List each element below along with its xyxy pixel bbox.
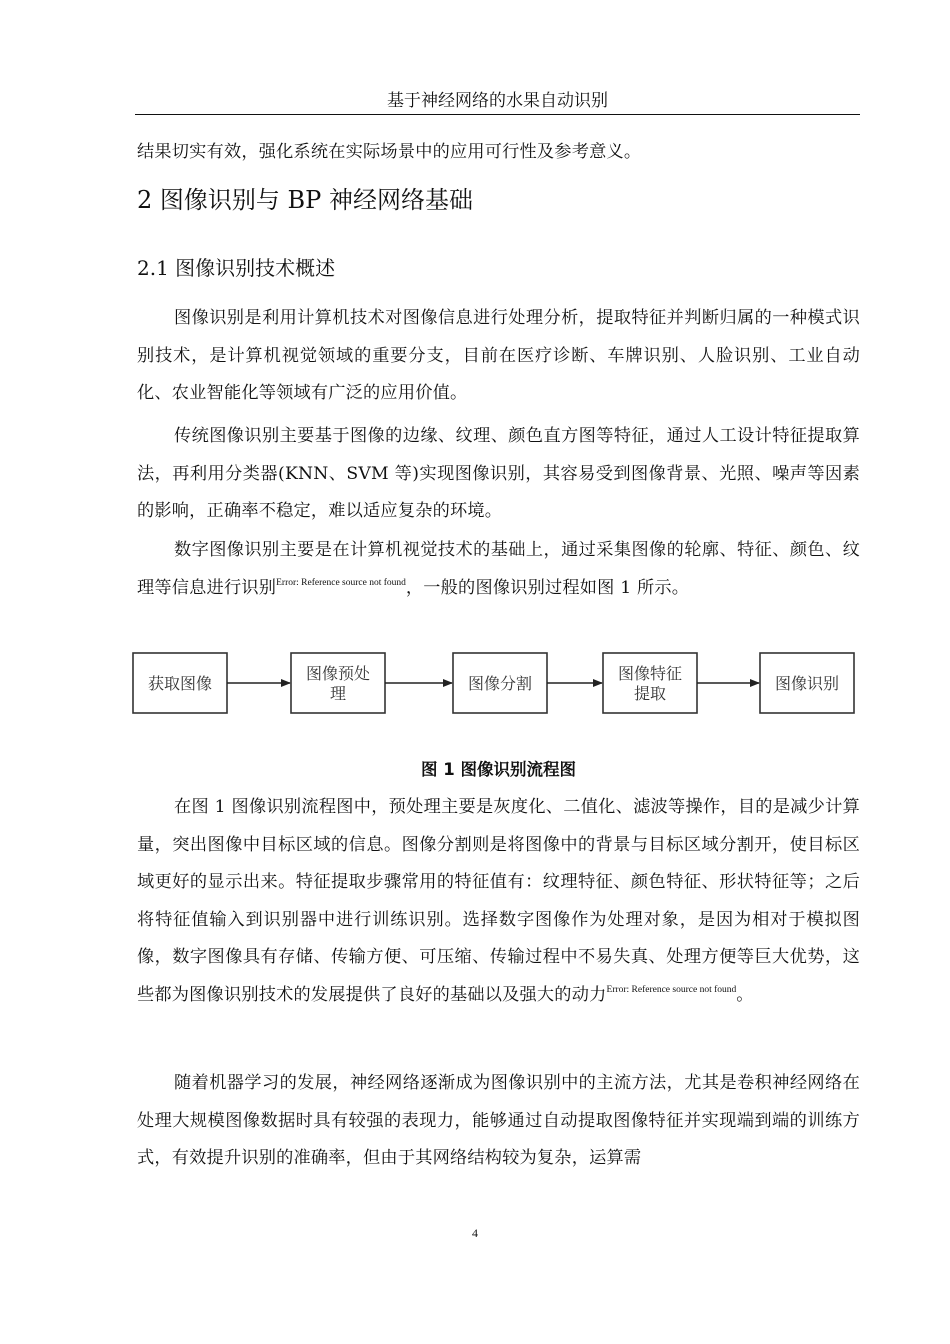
paragraph-3 [137,532,860,607]
section-heading: 2 图像识别与 BP 神经网络基础 [137,186,473,214]
page-number: 4 [472,1226,478,1240]
reference-error-marker: Error: Reference source not found [276,577,406,588]
flow-step-label: 图像特征 [617,664,683,683]
paragraph-1: 图像识别是利用计算机技术对图像信息进行处理分析，提取特征并判断归属的一种模式识别技术，是计算机视觉领域的重要分支，目前在医疗诊断、车牌识别、人脸识别、工业自动化、农业智能化等领域有广泛的应用价值。 [137,308,860,403]
header-rule [135,114,860,115]
running-header: 基于神经网络的水果自动识别 [387,91,608,111]
flow-step [453,653,547,713]
paragraph-4-text: 在图 1 图像识别流程图中，预处理主要是灰度化、二值化、滤波等操作，目的是减少计算量，突出图像中目标区域的信息。图像分割则是将图像中的背景与目标区域分割开，使目标区域更好的显示出来。特征提取步骤常用的特征值有：纹理特征、颜色特征、形状特征等；之后将特征值输入到识别器中进行训练识别。选择数字图像作为处理对象，是因为相对于模拟图像，数字图像具有存储、传输方便、可压缩、传输过程中不易失真、处理方便等巨大优势，这些都为图像识别技术的发展提供了良好的基础以及强大的动力 [137,797,860,1005]
flowchart [132,650,860,716]
flow-step-label: 图像分割 [467,674,533,693]
flowchart-svg [132,650,860,716]
paragraph-5: 随着机器学习的发展，神经网络逐渐成为图像识别中的主流方法，尤其是卷积神经网络在处理大规模图像数据时具有较强的表现力，能够通过自动提取图像特征并实现端到端的训练方式，有效提升识别的准确率，但由于其网络结构较为复杂，运算需 [137,1073,860,1168]
paragraph-4 [137,789,860,1014]
paragraph-2: 传统图像识别主要基于图像的边缘、纹理、颜色直方图等特征，通过人工设计特征提取算法，再利用分类器(KNN、SVM 等)实现图像识别，其容易受到图像背景、光照、噪声等因素的影响，正确率不稳定，难以适应复杂的环境。 [137,426,860,521]
paragraph-3-tail: ，一般的图像识别过程如图 1 所示。 [405,577,690,598]
flow-step [291,653,385,713]
flow-step-label: 图像识别 [774,674,840,693]
flow-step-box [291,653,385,713]
reference-error-marker: Error: Reference source not found [606,984,737,995]
paragraph-3-text: 数字图像识别主要是在计算机视觉技术的基础上，通过采集图像的轮廓、特征、颜色、纹理等信息进行识别 [137,540,860,598]
flow-step-label: 获取图像 [147,674,213,693]
figure-caption: 图 1 图像识别流程图 [421,760,576,779]
flow-step [603,653,697,713]
flow-step-label: 提取 [633,684,667,703]
flow-step [760,653,854,713]
flow-step [133,653,227,713]
paragraph-4-tail: 。 [736,984,754,1005]
flow-step-box [603,653,697,713]
intro-line: 结果切实有效，强化系统在实际场景中的应用可行性及参考意义。 [137,142,642,162]
subsection-heading: 2.1 图像识别技术概述 [137,256,336,280]
flow-step-label: 理 [329,684,347,703]
flow-step-label: 图像预处 [305,664,371,683]
